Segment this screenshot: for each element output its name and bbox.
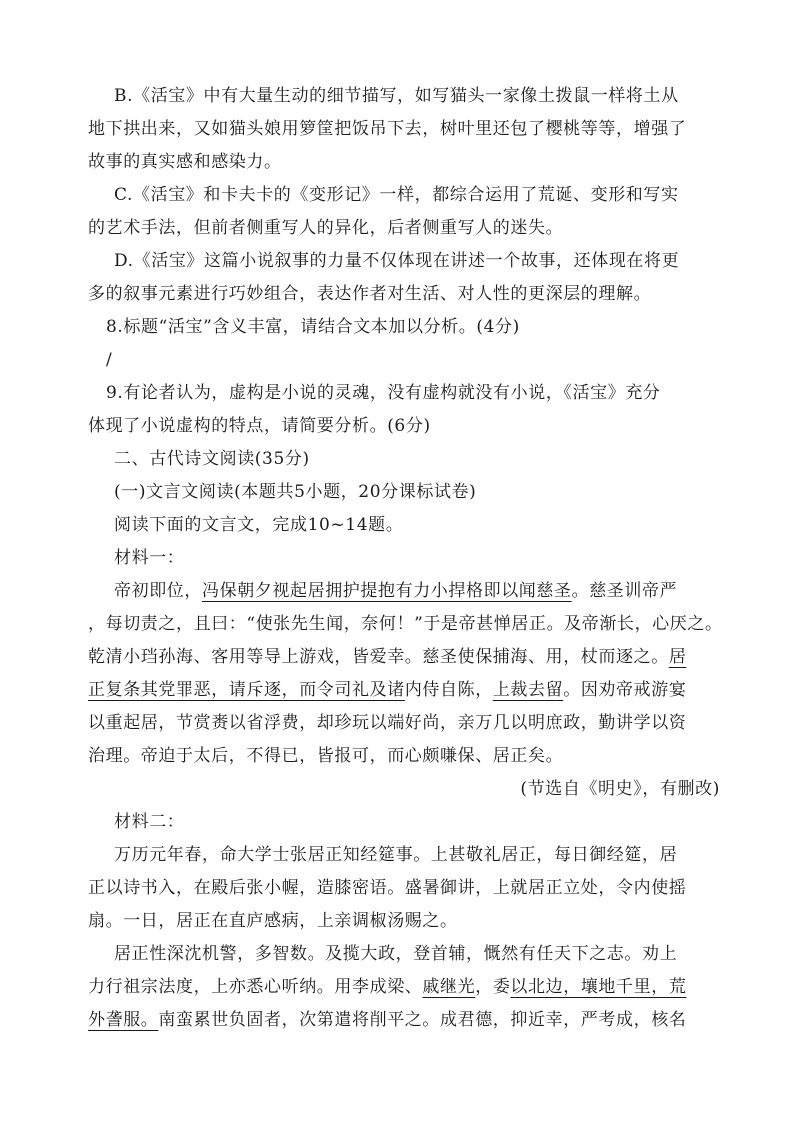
question-9-line-2: 体现了小说虚构的特点，请简要分析。(6分) [88, 416, 431, 436]
material-2-line-5 [88, 971, 728, 1004]
underlined-phrase: 上裁去留 [492, 680, 564, 700]
material-1-line-4 [88, 674, 728, 707]
material-1-line-1 [88, 575, 728, 608]
underlined-phrase: 外詟服。 [88, 1010, 159, 1030]
text-run: 帝初即位， [114, 581, 202, 601]
material-2-line-4: 居正性深沈机警，多智数。及揽大政，登首辅，慨然有任天下之志。劝上 [114, 944, 678, 964]
text-run: 。因劝帝戒游宴 [563, 680, 687, 700]
text-run: 。慈圣训帝严 [571, 581, 678, 601]
material-1-line-2: ，每切责之，且曰：“使张先生闻，奈何！”于是帝甚惮居正。及帝渐长，心厌之。 [88, 614, 723, 634]
text-run: ，委 [475, 977, 511, 997]
underlined-phrase: 居 [668, 647, 687, 667]
text-run: 力行祖宗法度，上亦悉心听纳。用李成梁、 [88, 977, 423, 997]
section-2-instruction: 阅读下面的文言文，完成10~14题。 [114, 515, 404, 535]
section-2-subtitle: (一)文言文阅读(本题共5小题，20分课标试卷) [114, 482, 477, 502]
section-2-title: 二、古代诗文阅读(35分) [114, 449, 310, 469]
material-2-line-3: 扇。一日，居正在直庐感病，上亲调椒汤赐之。 [88, 911, 458, 931]
underlined-phrase: 以北边，壤地千里，荒 [510, 977, 687, 997]
text-run: 南蛮累世负固者，次第遣将削平之。成君德，抑近幸，严考成，核名 [158, 1010, 687, 1030]
option-c-line-2: 的艺术手法，但前者侧重写人的异化，后者侧重写人的迷失。 [88, 218, 564, 238]
option-c-line-1: C.《活宝》和卡夫卡的《变形记》一样，都综合运用了荒诞、变形和写实 [114, 185, 679, 205]
material-2-line-1: 万历元年春，命大学士张居正知经筵事。上甚敬礼居正，每日御经筵，居 [114, 845, 678, 865]
underlined-phrase: 冯保朝夕视起居拥护提抱有力小捍格即以闻慈圣 [202, 581, 572, 601]
material-1-line-6: 治理。帝迫于太后，不得已，皆报可，而心颇嗛保、居正矣。 [88, 746, 564, 766]
exam-text [88, 80, 728, 1037]
material-1-line-5: 以重起居，节赏赉以省浮费，却珍玩以端好尚，亲万几以明庶政，勤讲学以资 [88, 713, 687, 733]
question-8: 8.标题“活宝”含义丰富，请结合文本加以分析。(4分) [106, 317, 520, 337]
text-run: 内侍自陈， [404, 680, 493, 700]
option-b-line-3: 故事的真实感和感染力。 [88, 152, 282, 172]
option-d-line-2: 多的叙事元素进行巧妙组合，表达作者对生活、对人性的更深层的理解。 [88, 284, 652, 304]
material-1-line-3 [88, 641, 728, 674]
material-2-label: 材料二： [114, 812, 185, 832]
question-9-line-1: 9.有论者认为，虚构是小说的灵魂，没有虚构就没有小说，《活宝》充分 [106, 383, 661, 403]
material-1-source: (节选自《明史》，有删改) [520, 779, 720, 799]
underlined-phrase: 正复条其党罪恶，请斥逐，而令司礼及诸 [88, 680, 405, 700]
option-d-line-1: D.《活宝》这篇小说叙事的力量不仅体现在讲述一个故事，还体现在将更 [114, 251, 680, 271]
material-2-line-2: 正以诗书入，在殿后张小幄，造膝密语。盛暑御讲，上就居正立处，令内使摇 [88, 878, 687, 898]
text-run: 乾清小珰孙海、客用等导上游戏，皆爱幸。慈圣使保捕海、用，杖而逐之。 [88, 647, 669, 667]
option-b-line-2: 地下拱出来，又如猫头娘用箩筐把饭吊下去，树叶里还包了樱桃等等，增强了 [88, 119, 687, 139]
question-8-answer: / [106, 350, 113, 370]
material-2-line-6 [88, 1004, 728, 1037]
underlined-phrase: 戚继光 [422, 977, 476, 997]
material-1-label: 材料一： [114, 548, 185, 568]
option-b-line-1: B.《活宝》中有大量生动的细节描写，如写猫头一家像土拨鼠一样将土从 [114, 86, 679, 106]
